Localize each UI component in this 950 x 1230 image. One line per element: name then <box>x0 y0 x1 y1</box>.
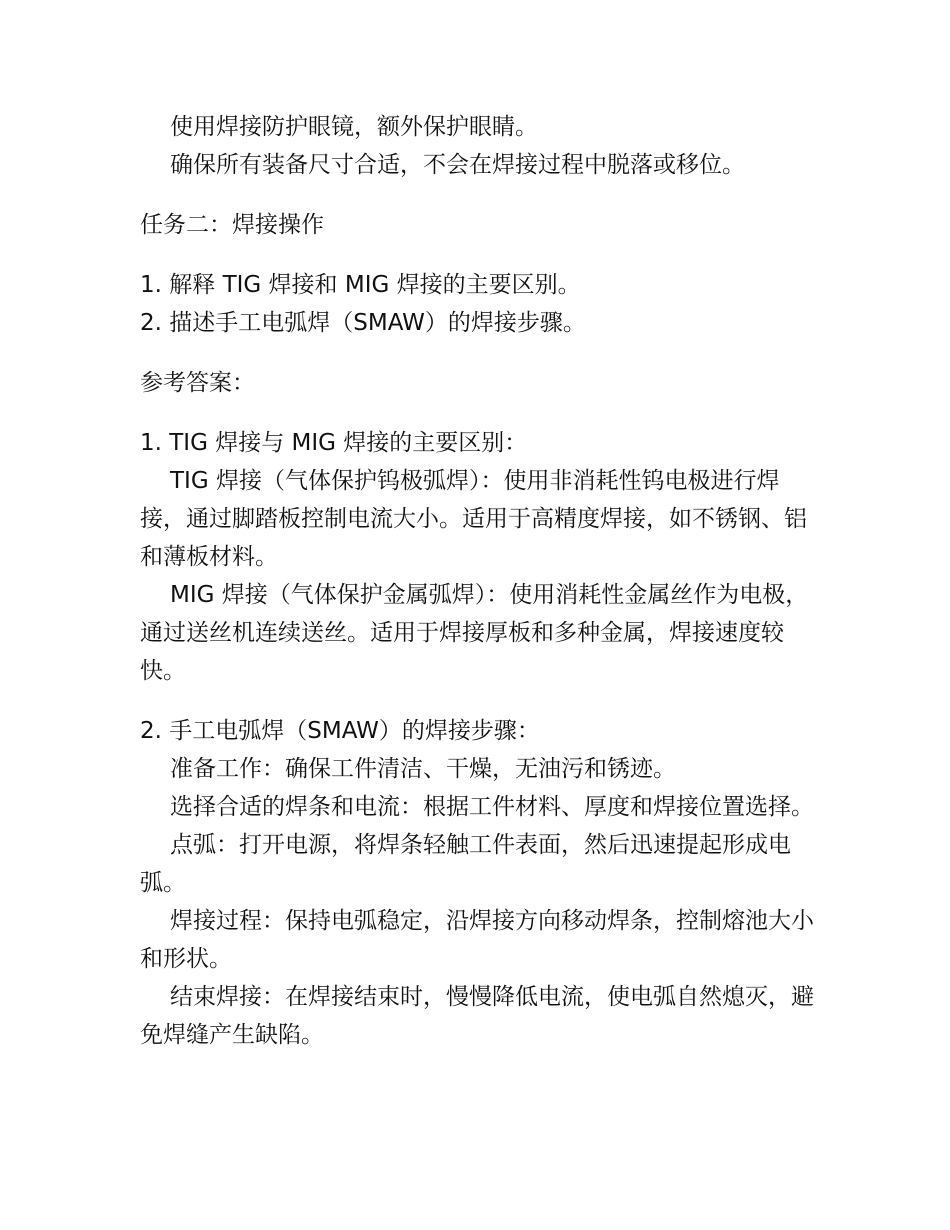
answer-2-step-prepare: 准备工作：确保工件清洁、干燥，无油污和锈迹。 <box>170 756 676 782</box>
paragraph-equipment-fit: 确保所有装备尺寸合适，不会在焊接过程中脱落或移位。 <box>170 152 745 178</box>
answer-1-title: 1. TIG 焊接与 MIG 焊接的主要区别： <box>140 430 528 456</box>
answers-heading: 参考答案： <box>140 370 255 396</box>
document-body <box>140 108 815 1054</box>
question-1: 1. 解释 TIG 焊接和 MIG 焊接的主要区别。 <box>140 272 581 298</box>
task2-heading: 任务二：焊接操作 <box>140 212 324 238</box>
paragraph-safety-goggles: 使用焊接防护眼镜，额外保护眼睛。 <box>170 114 538 140</box>
answer-2-step-select: 选择合适的焊条和电流：根据工件材料、厚度和焊接位置选择。 <box>170 794 814 820</box>
answer-1-tig: TIG 焊接（气体保护钨极弧焊）：使用非消耗性钨电极进行焊接，通过脚踏板控制电流大小。适用于高精度焊接，如不锈钢、铝和薄板材料。 <box>140 468 807 570</box>
answer-1-mig: MIG 焊接（气体保护金属弧焊）：使用消耗性金属丝作为电极，通过送丝机连续送丝。适用于焊接厚板和多种金属，焊接速度较快。 <box>140 582 809 684</box>
question-2: 2. 描述手工电弧焊（SMAW）的焊接步骤。 <box>140 310 586 336</box>
answer-2-step-weld: 焊接过程：保持电弧稳定，沿焊接方向移动焊条，控制熔池大小和形状。 <box>140 908 814 972</box>
answer-2-step-strike: 点弧：打开电源，将焊条轻触工件表面，然后迅速提起形成电弧。 <box>140 832 791 896</box>
answer-2-step-finish: 结束焊接：在焊接结束时，慢慢降低电流，使电弧自然熄灭，避免焊缝产生缺陷。 <box>140 984 814 1048</box>
answer-2-title: 2. 手工电弧焊（SMAW）的焊接步骤： <box>140 718 540 744</box>
